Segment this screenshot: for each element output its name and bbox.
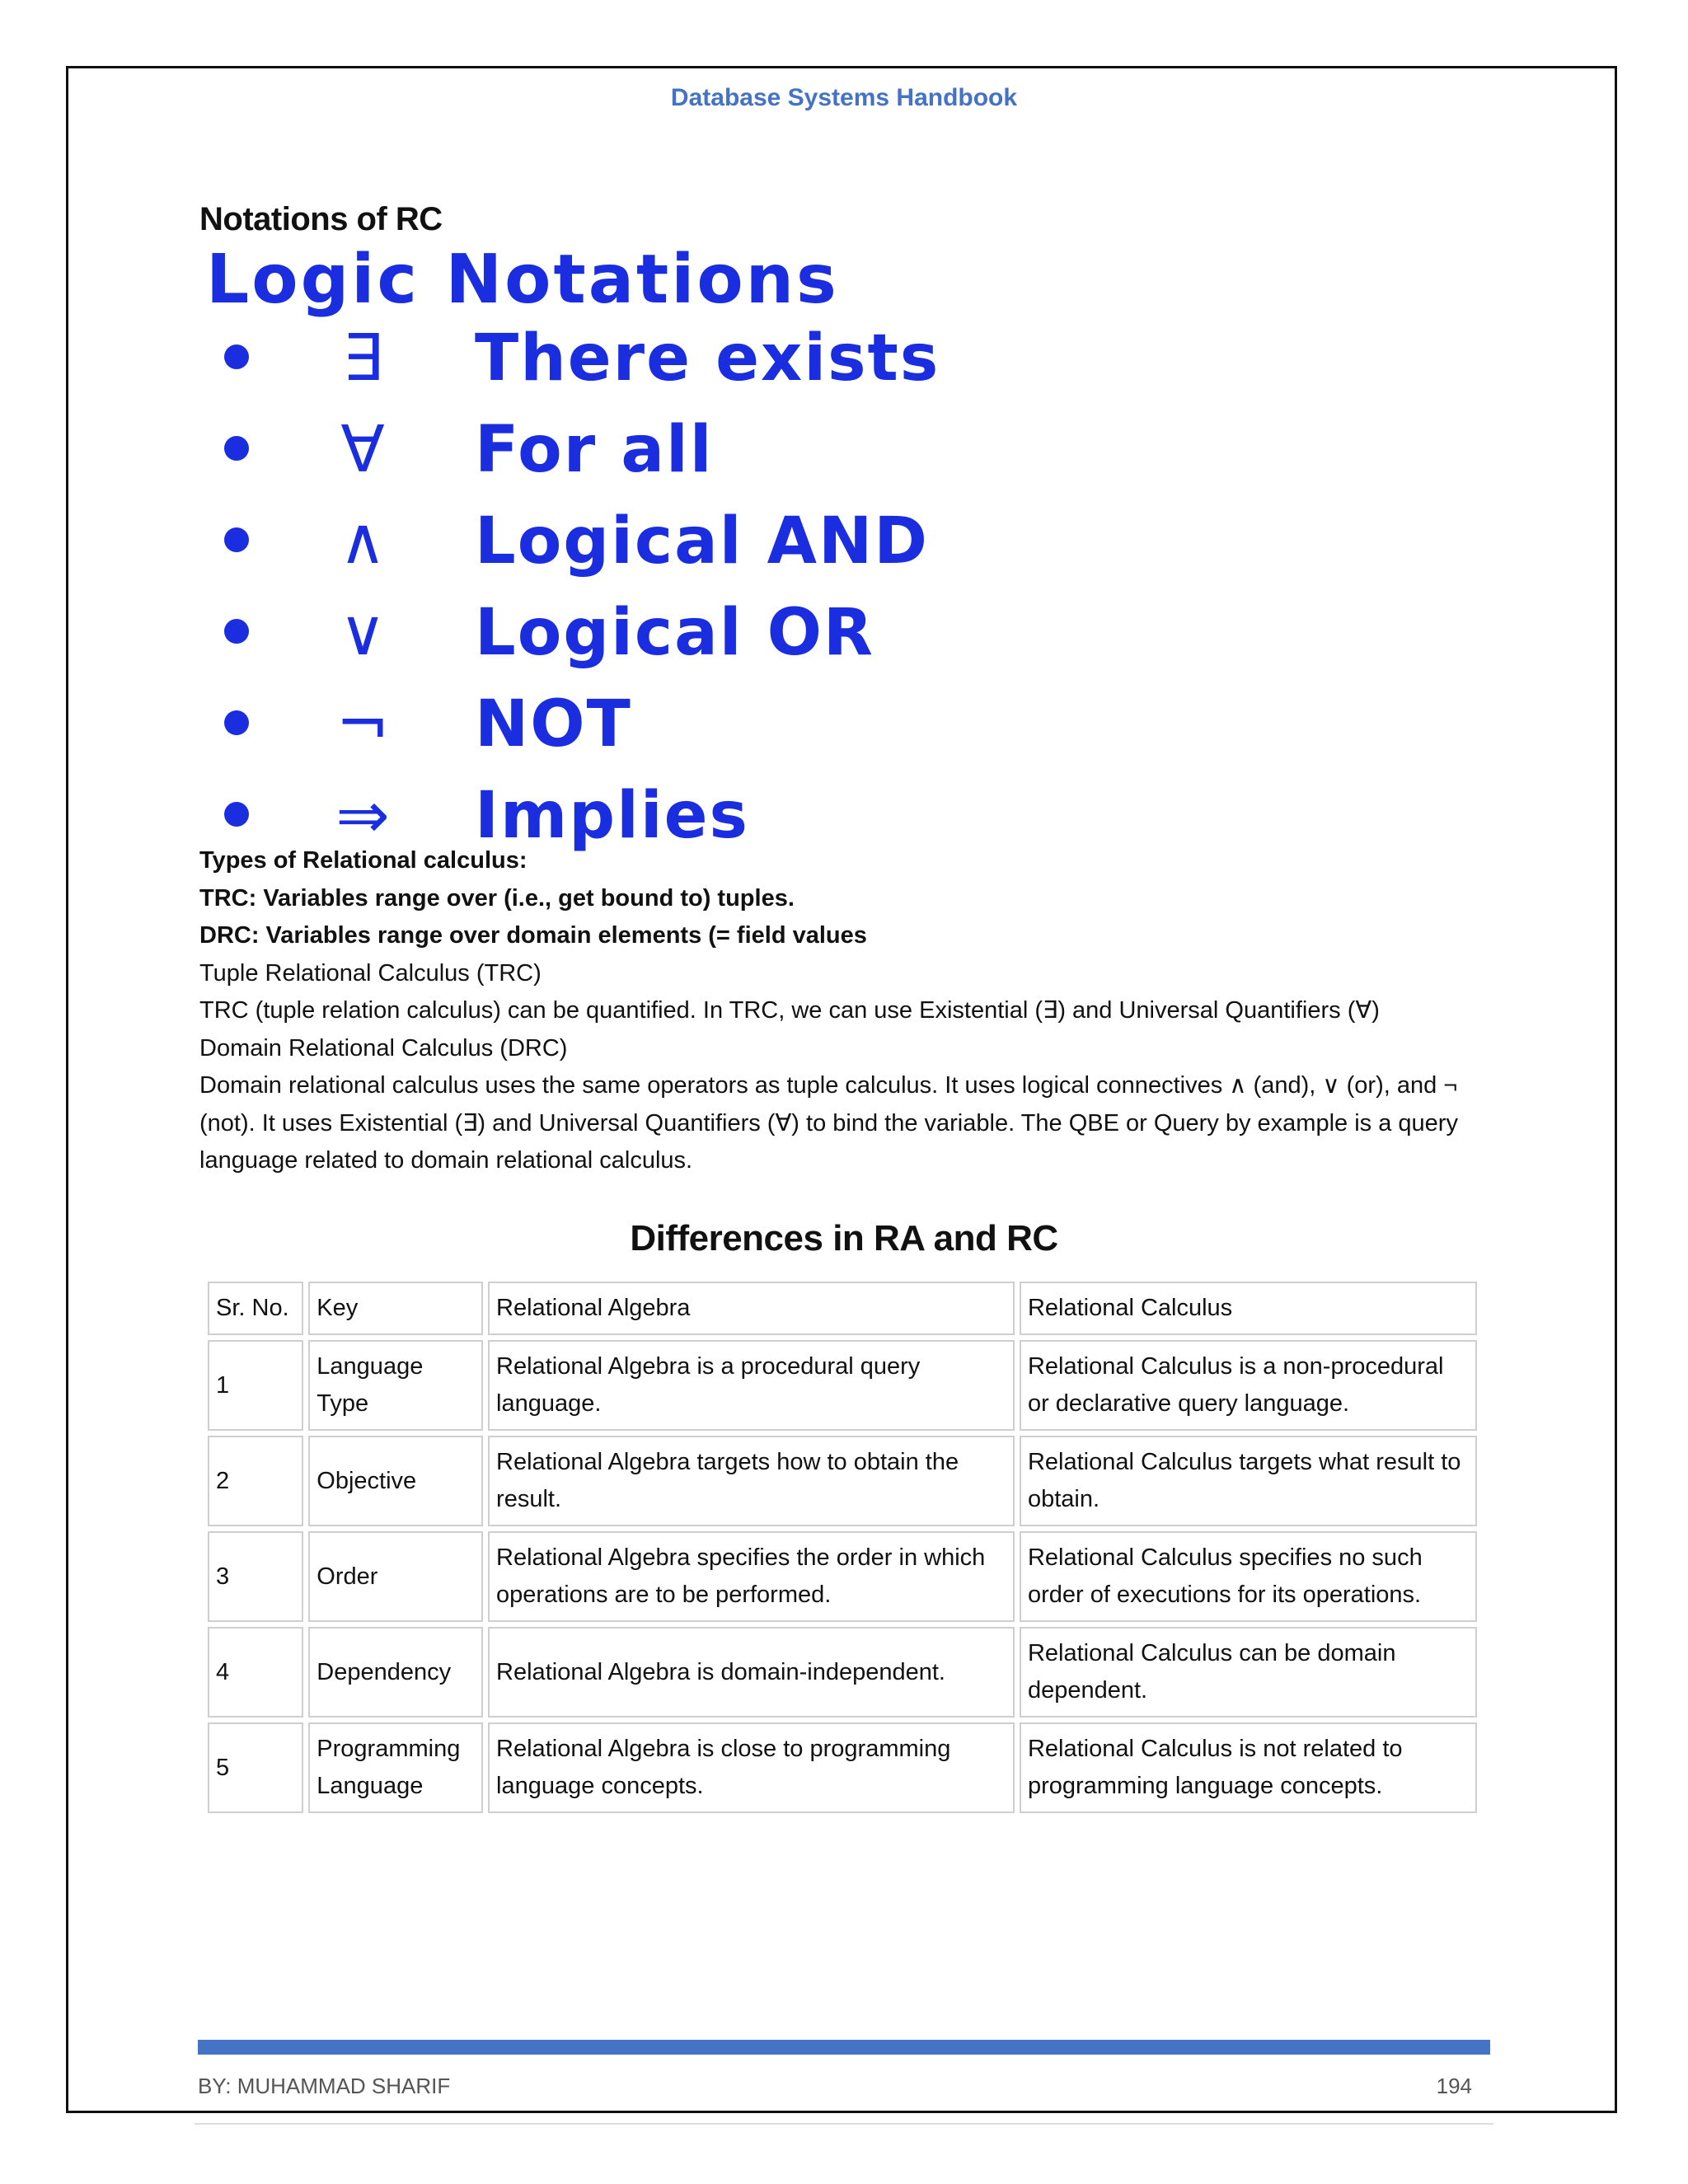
section-title: Notations of RC (199, 201, 443, 237)
table-cell: Relational Algebra is close to programming language concepts. (488, 1722, 1015, 1813)
trc-heading: Tuple Relational Calculus (TRC) (199, 959, 542, 987)
logic-meaning: Logical OR (475, 596, 874, 670)
table-cell: Order (308, 1531, 483, 1622)
table-cell: Programming Language (308, 1722, 483, 1813)
table-cell: Relational Calculus is a non-procedural or declarative query language. (1020, 1340, 1477, 1431)
logic-notations-list (206, 313, 1030, 862)
table-header-row (208, 1282, 1477, 1335)
exists-symbol: ∃ (342, 321, 383, 396)
differences-title: Differences in RA and RC (630, 1218, 1058, 1258)
table-cell: 4 (208, 1627, 303, 1718)
bullet-icon (224, 344, 249, 369)
table-cell: Relational Calculus targets what result to obtain. (1020, 1436, 1477, 1526)
table-cell: Objective (308, 1436, 483, 1526)
logic-item (206, 405, 1030, 496)
logic-notations-title: Logic Notations (206, 241, 839, 319)
logic-item (206, 588, 1030, 679)
footer-rule (195, 2123, 1493, 2125)
and-symbol: ∧ (339, 504, 387, 579)
logic-item (206, 679, 1030, 771)
bullet-icon (224, 527, 249, 552)
footer-author: BY: MUHAMMAD SHARIF (198, 2074, 451, 2098)
comparison-table (203, 1277, 1482, 1818)
page-number: 194 (1436, 2074, 1472, 2098)
table-row (208, 1340, 1477, 1431)
types-heading: Types of Relational calculus: (199, 847, 528, 874)
implies-symbol: ⇒ (335, 779, 390, 853)
header-cell: Relational Calculus (1020, 1282, 1477, 1335)
logic-meaning: For all (475, 413, 714, 487)
bullet-icon (224, 710, 249, 735)
table-row (208, 1627, 1477, 1718)
table-cell: Dependency (308, 1627, 483, 1718)
table-row (208, 1531, 1477, 1622)
bullet-icon (224, 802, 249, 827)
table-cell: Relational Algebra is a procedural query language. (488, 1340, 1015, 1431)
table-cell: 5 (208, 1722, 303, 1813)
table-cell: Relational Algebra is domain-independent. (488, 1627, 1015, 1718)
header-cell: Sr. No. (208, 1282, 303, 1335)
table-cell: Relational Algebra targets how to obtain the result. (488, 1436, 1015, 1526)
header-cell: Relational Algebra (488, 1282, 1015, 1335)
drc-heading: Domain Relational Calculus (DRC) (199, 1034, 568, 1062)
logic-meaning: Logical AND (475, 504, 930, 579)
table-row (208, 1436, 1477, 1526)
or-symbol: ∨ (339, 596, 387, 670)
footer-bar (198, 2040, 1490, 2055)
table-cell: Relational Calculus is not related to programming language concepts. (1020, 1722, 1477, 1813)
table-cell: 2 (208, 1436, 303, 1526)
trc-definition: TRC: Variables range over (i.e., get bound to) tuples. (199, 884, 795, 912)
trc-paragraph: TRC (tuple relation calculus) can be quantified. In TRC, we can use Existential (∃) and Universal Quantifiers (∀) (199, 997, 1380, 1024)
header-cell: Key (308, 1282, 483, 1335)
body-text (199, 842, 1493, 1180)
logic-item (206, 496, 1030, 588)
drc-paragraph: Domain relational calculus uses the same operators as tuple calculus. It uses logical connectives ∧ (and), ∨ (or), and ¬ (not). It uses Existential (∃) and Universal Quantifiers (∀) to bind the variable. The QBE or Query by example is a query language related to domain relational calculus. (199, 1072, 1458, 1174)
running-header: Database Systems Handbook (670, 84, 1018, 111)
logic-notations-figure (206, 241, 1030, 862)
drc-definition: DRC: Variables range over domain elements (= field values (199, 922, 867, 949)
bullet-icon (224, 436, 249, 461)
table-cell: Relational Algebra specifies the order in which operations are to be performed. (488, 1531, 1015, 1622)
logic-meaning: NOT (475, 687, 632, 762)
table-cell: 3 (208, 1531, 303, 1622)
not-symbol: ¬ (335, 687, 390, 762)
bullet-icon (224, 619, 249, 644)
logic-item (206, 313, 1030, 405)
table-cell: Relational Calculus specifies no such order of executions for its operations. (1020, 1531, 1477, 1622)
logic-meaning: Implies (475, 779, 749, 853)
table-cell: Relational Calculus can be domain dependent. (1020, 1627, 1477, 1718)
table-row (208, 1722, 1477, 1813)
for-all-symbol: ∀ (340, 413, 385, 487)
table-cell: Language Type (308, 1340, 483, 1431)
table-cell: 1 (208, 1340, 303, 1431)
logic-meaning: There exists (475, 321, 940, 396)
